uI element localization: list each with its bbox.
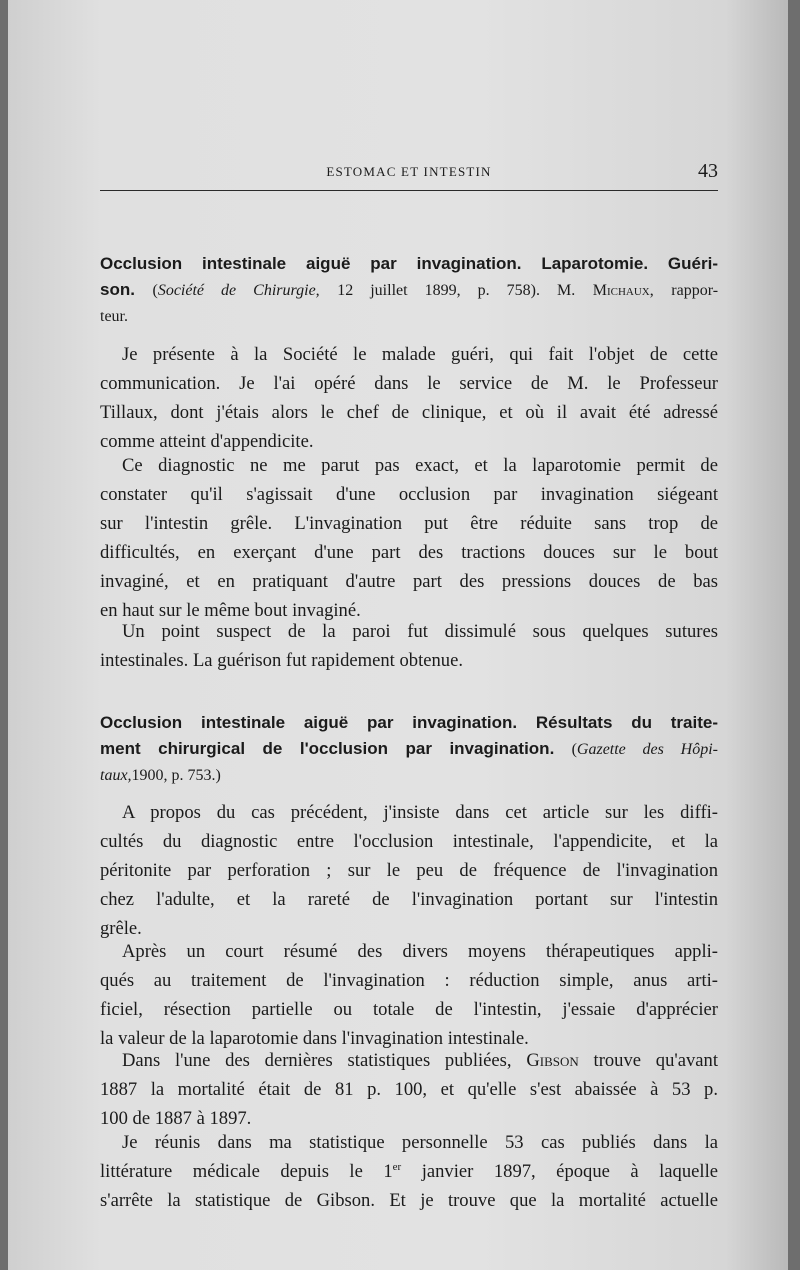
text-line: constater qu'il s'agissait d'une occlusion par invagination siégeant [100, 484, 718, 505]
article1-heading [100, 250, 718, 328]
text-line: Dans l'une des dernières statistiques publiées, Gibson trouve qu'avant [122, 1050, 719, 1071]
article1-paragraph-1 [100, 340, 718, 456]
text-line: intestinales. La guérison fut rapidement obtenue. [100, 650, 463, 671]
article1-paragraph-2 [100, 451, 718, 625]
article2-title-line: taux,1900, p. 753.) [100, 767, 221, 784]
text-line: communication. Je l'ai opéré dans le service de M. le Professeur [100, 373, 718, 394]
text-line: Après un court résumé des divers moyens thérapeutiques appli- [122, 941, 718, 962]
author-name: Gibson [526, 1050, 579, 1071]
text-line: difficultés, en exerçant d'une part des tractions douces sur le bout [100, 542, 718, 563]
page-number: 43 [698, 160, 718, 182]
article2-paragraph-2 [100, 937, 718, 1053]
article1-paragraph-3 [100, 617, 718, 675]
text-line: cultés du diagnostic entre l'occlusion intestinale, l'appendicite, et la [100, 831, 718, 852]
text-line: A propos du cas précédent, j'insiste dans cet article sur les diffi- [122, 802, 718, 823]
text-line: s'arrête la statistique de Gibson. Et je trouve que la mortalité actuelle [100, 1190, 718, 1211]
page-header [100, 160, 718, 191]
text-line: la valeur de la laparotomie dans l'invagination intestinale. [100, 1028, 529, 1049]
text-line: sur l'intestin grêle. L'invagination put être réduite sans trop de [100, 513, 718, 534]
article1-title-line: Occlusion intestinale aiguë par invagination. Laparotomie. Guéri- [100, 254, 718, 273]
text-line: Je présente à la Société le malade guéri, qui fait l'objet de cette [122, 344, 718, 365]
article1-title-line: son. (Société de Chirurgie, 12 juillet 1899, p. 758). M. Michaux, rappor- [100, 280, 719, 299]
scanned-page [8, 0, 788, 1270]
text-line: péritonite par perforation ; sur le peu de fréquence de l'invagination [100, 860, 718, 881]
article2-paragraph-4 [100, 1128, 718, 1215]
text-line: grêle. [100, 918, 142, 939]
running-title: ESTOMAC ET INTESTIN [326, 164, 492, 179]
article2-title-line: Occlusion intestinale aiguë par invagination. Résultats du traite- [100, 713, 718, 732]
text-line: Un point suspect de la paroi fut dissimulé sous quelques sutures [122, 621, 718, 642]
text-line: Ce diagnostic ne me parut pas exact, et la laparotomie permit de [122, 455, 718, 476]
text-line: Je réunis dans ma statistique personnelle 53 cas publiés dans la [122, 1132, 718, 1153]
text-line: en haut sur le même bout invaginé. [100, 600, 361, 621]
article2-heading [100, 709, 718, 787]
text-line: comme atteint d'appendicite. [100, 431, 314, 452]
text-line: qués au traitement de l'invagination : réduction simple, anus arti- [100, 970, 718, 991]
text-line: Tillaux, dont j'étais alors le chef de clinique, et où il avait été adressé [100, 402, 718, 423]
text-line: 100 de 1887 à 1897. [100, 1108, 252, 1129]
text-line: invaginé, et en pratiquant d'autre part des pressions douces de bas [100, 571, 718, 592]
article2-paragraph-1 [100, 798, 718, 943]
text-line: littérature médicale depuis le 1er janvier 1897, époque à laquelle [100, 1160, 718, 1182]
text-line: chez l'adulte, et la rareté de l'invagination portant sur l'intestin [100, 889, 718, 910]
article2-paragraph-3 [100, 1046, 718, 1133]
text-line: 1887 la mortalité était de 81 p. 100, et qu'elle s'est abaissée à 53 p. [100, 1079, 718, 1100]
article2-title-line: ment chirurgical de l'occlusion par invagination. (Gazette des Hôpi- [100, 739, 718, 758]
article1-title-line: teur. [100, 308, 128, 325]
text-line: ficiel, résection partielle ou totale de l'intestin, j'essaie d'apprécier [100, 999, 718, 1020]
